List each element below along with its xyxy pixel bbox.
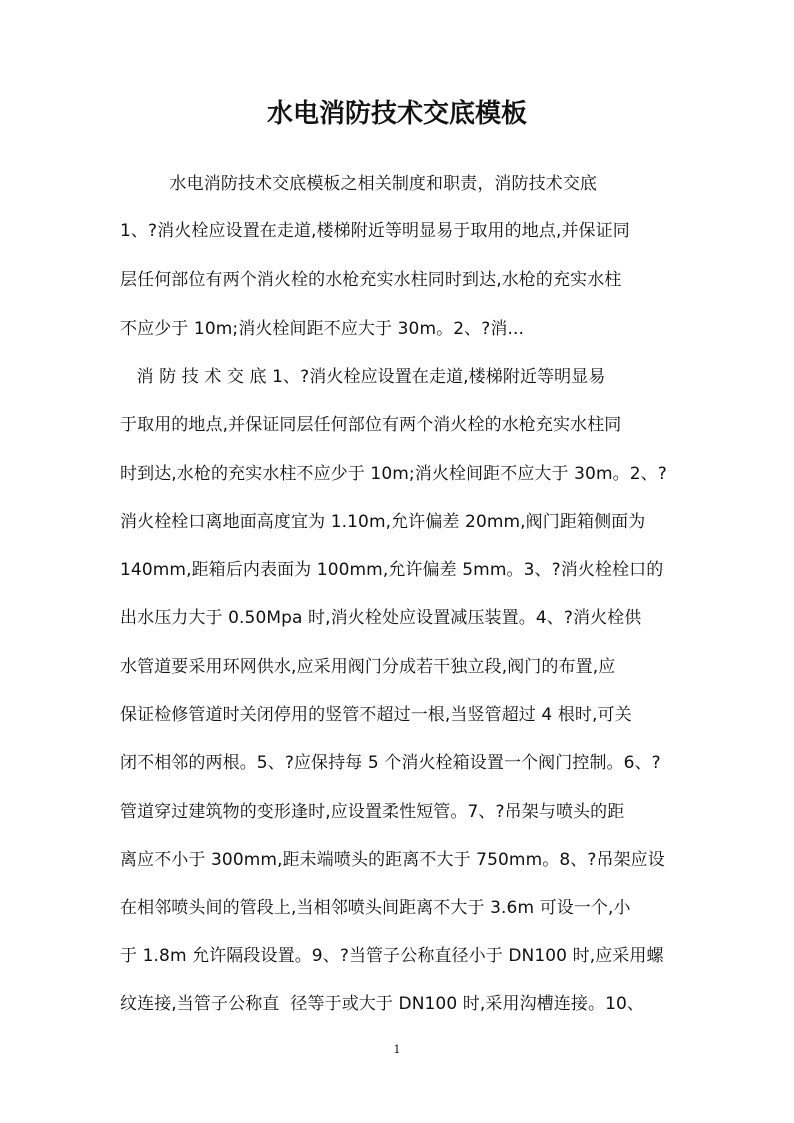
body-line: 水管道要采用环网供水,应采用阀门分成若干独立段,阀门的布置,应: [120, 657, 616, 677]
body-line: 层任何部位有两个消火栓的水枪充实水柱同时到达,水枪的充实水柱: [120, 270, 622, 290]
body-line: 在相邻喷头间的管段上,当相邻喷头间距离不大于 3.6m 可设一个,小: [120, 898, 631, 918]
body-line: 管道穿过建筑物的变形逢时,应设置柔性短管。7、?吊架与喷头的距: [120, 802, 625, 822]
body-line: 闭不相邻的两根。5、?应保持每 5 个消火栓箱设置一个阀门控制。6、?: [120, 753, 661, 773]
body-line: 离应不小于 300mm,距未端喷头的距离不大于 750mm。8、?吊架应设: [120, 850, 665, 870]
document-title: 水电消防技术交底模板: [266, 99, 527, 129]
body-line: 消 防 技 术 交 底 1、?消火栓应设置在走道,楼梯附近等明显易: [120, 367, 606, 387]
body-line: 140mm,距箱后内表面为 100mm,允许偏差 5mm。3、?消火栓栓口的: [120, 560, 664, 580]
body-line: 于取用的地点,并保证同层任何部位有两个消火栓的水枪充实水柱同: [120, 415, 622, 435]
body-line: 出水压力大于 0.50Mpa 时,消火栓处应设置减压装置。4、?消火栓供: [120, 608, 642, 628]
body-line: 纹连接,当管子公称直 径等于或大于 DN100 时,采用沟槽连接。10、: [120, 994, 645, 1014]
body-line: 消火栓栓口离地面高度宜为 1.10m,允许偏差 20mm,阀门距箱侧面为: [120, 512, 646, 532]
body-line: 1、?消火栓应设置在走道,楼梯附近等明显易于取用的地点,并保证同: [120, 221, 630, 241]
body-line: 保证检修管道时关闭停用的竖管不超过一根,当竖管超过 4 根时,可关: [120, 705, 632, 725]
page-number: 1: [393, 1043, 401, 1056]
body-line: 时到达,水枪的充实水柱不应少于 10m;消火栓间距不应大于 30m。2、?: [120, 464, 667, 484]
body-line: 不应少于 10m;消火栓间距不应大于 30m。2、?消...: [120, 319, 524, 339]
body-line: 于 1.8m 允许隔段设置。9、?当管子公称直径小于 DN100 时,应采用螺: [120, 946, 664, 966]
body-line: 水电消防技术交底模板之相关制度和职责，消防技术交底: [120, 174, 598, 194]
